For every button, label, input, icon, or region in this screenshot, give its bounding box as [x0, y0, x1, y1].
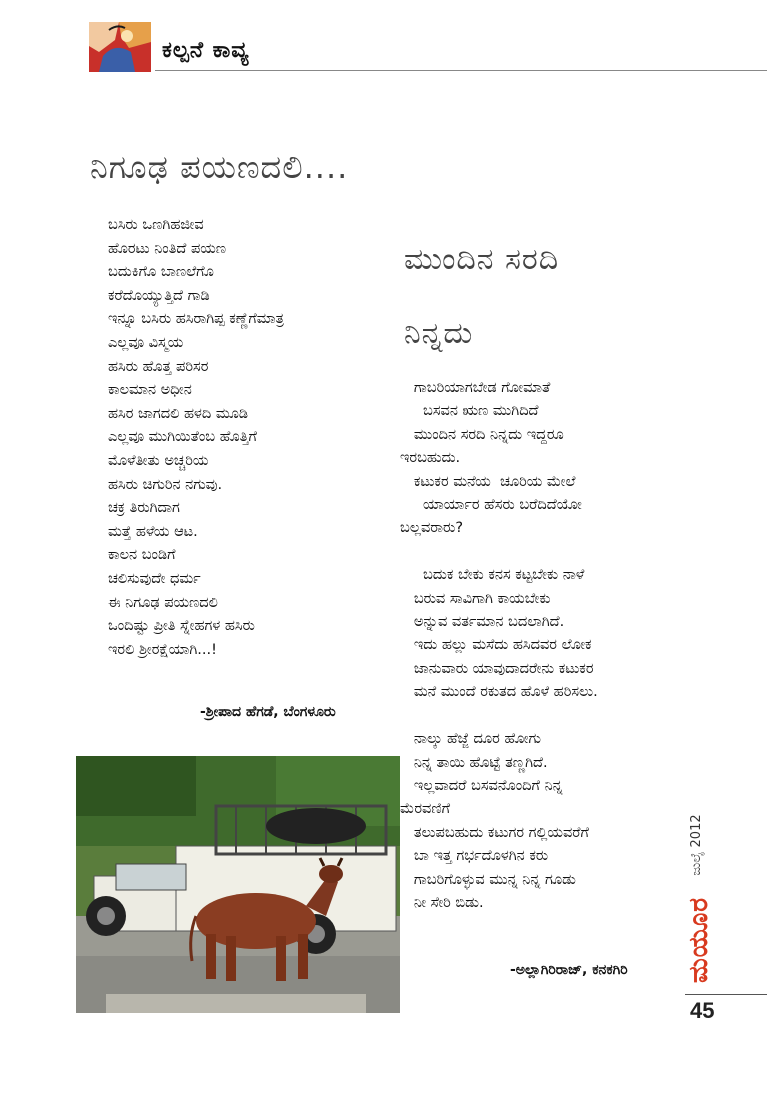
poem-line: ಹಸಿರು ಹೊತ್ತ ಪರಿಸರ — [108, 358, 209, 375]
poem-line: ಹೊರಟು ನಿಂತಿದೆ ಪಯಣ — [108, 240, 227, 257]
poem-line: ಮೆರವಣಿಗೆ — [400, 801, 451, 818]
poem-line: ಬಾ ಇತ್ತ ಗರ್ಭದೊಳಗಿನ ಕರು — [400, 848, 549, 865]
poem-line: ಹಸಿರ ಜಾಗದಲಿ ಹಳದಿ ಮೂಡಿ — [108, 405, 249, 422]
poem-line: ಒಂದಿಷ್ಟು ಪ್ರೀತಿ ಸ್ನೇಹಗಳ ಹಸಿರು — [108, 618, 255, 635]
poem-line: ಮನೆ ಮುಂದೆ ರಕುತದ ಹೊಳೆ ಹರಿಸಲು. — [400, 684, 598, 701]
footer-divider — [685, 994, 767, 995]
poem-line: ಎಲ್ಲವೂ ಮುಗಿಯಿತೆಂಬ ಹೊತ್ತಿಗೆ — [108, 429, 257, 446]
poem-line: ಇಲ್ಲವಾದರೆ ಬಸವನೊಂದಿಗೆ ನಿನ್ನ — [400, 777, 563, 794]
poem-line: ನಿನ್ನ ತಾಯಿ ಹೊಟ್ಟೆ ತಣ್ಣಗಿದೆ. — [400, 754, 548, 771]
poem-line: ಬಸಿರು ಒಣಗಿಹಜೀವ — [108, 217, 204, 233]
cow-and-jeep-photo — [76, 756, 400, 1013]
poem-line: ಬರುವ ಸಾವಿಗಾಗಿ ಕಾಯಬೇಕು — [400, 590, 551, 607]
poem-line: ಮೊಳೆತೀತು ಅಚ್ಚರಿಯ — [108, 452, 209, 469]
magazine-footer — [684, 815, 714, 990]
poem2-author: -ಅಲ್ಲಾಗಿರಿರಾಜ್, ಕನಕಗಿರಿ — [510, 962, 628, 978]
header-divider — [155, 70, 767, 71]
poem-line: ಕಾಲನ ಬಂಡಿಗೆ — [108, 547, 176, 564]
poem-line: ಕಟುಕರ ಮನೆಯ ಚೂರಿಯ ಮೇಲೆ — [400, 473, 576, 490]
poem-line: ಮುಂದಿನ ಸರದಿ ನಿನ್ನದು ಇದ್ದರೂ — [400, 426, 564, 443]
poem-line: ನೀ ಸೇರಿ ಬಿಡು. — [400, 894, 484, 911]
poem-line: ತಲುಪಬಹುದು ಕಟುಗರ ಗಲ್ಲಿಯವರೆಗೆ — [400, 824, 589, 841]
poem-line: ಮತ್ತೆ ಹಳೆಯ ಆಟ. — [108, 523, 198, 540]
poem-line: ಇದು ಹಲ್ಲು ಮಸೆದು ಹಸಿದವರ ಲೋಕ — [400, 637, 592, 654]
issue-date: ಜುಲೈ 2012 — [689, 814, 704, 876]
poem-line — [400, 541, 690, 564]
poem-line: ಇರಬಹುದು. — [400, 450, 461, 467]
poem-line: ಗಾಬರಿಯಾಗಬೇಡ ಗೋಮಾತೆ — [400, 380, 551, 396]
poem-line: ಚಲಿಸುವುದೇ ಧರ್ಮ — [108, 570, 201, 587]
poem-line: ಚಕ್ರ ತಿರುಗಿದಾಗ — [108, 500, 180, 517]
poem-line: ಅನ್ನುವ ವರ್ತಮಾನ ಬದಲಾಗಿದೆ. — [400, 614, 565, 631]
poem1-author: -ಶ್ರೀಪಾದ ಹೆಗಡೆ, ಬೆಂಗಳೂರು — [200, 704, 336, 720]
poem1-title: ನಿಗೂಢ ಪಯಣದಲಿ.... — [90, 148, 349, 186]
poem-line: ಎಲ್ಲವೂ ವಿಸ್ಮಯ — [108, 334, 184, 351]
poem-line: ನಾಲ್ಕು ಹೆಜ್ಜೆ ದೂರ ಹೋಗು — [400, 731, 541, 748]
magazine-name: ಮಯೂರ — [684, 897, 714, 983]
poem-line: ಈ ನಿಗೂಢ ಪಯಣದಲಿ — [108, 594, 218, 611]
poem2-body — [400, 377, 690, 915]
poem2-title-line2: ನಿನ್ನದು — [404, 316, 474, 351]
poem-line: ಹಸಿರು ಚಿಗುರಿನ ನಗುವು. — [108, 476, 223, 493]
section-logo-art — [89, 22, 151, 72]
poem-line: ಬದುಕ ಬೇಕು ಕನಸ ಕಟ್ಟಬೇಕು ನಾಳೆ — [400, 567, 585, 584]
section-title: ಕಲ್ಪನೆ ಕಾವ್ಯ — [162, 38, 250, 63]
poem-line: ಜಾನುವಾರು ಯಾವುದಾದರೇನು ಕಟುಕರ — [400, 660, 594, 677]
poem-line: ಕರೆದೊಯ್ಯುತ್ತಿದೆ ಗಾಡಿ — [108, 287, 210, 304]
poem-line: ಕಾಲಮಾನ ಅಧೀನ — [108, 382, 192, 399]
photo-illustration — [76, 756, 400, 1013]
poem-line: ಇರಲಿ ಶ್ರೀರಕ್ಷೆಯಾಗಿ...! — [108, 641, 217, 658]
poem-line: ಯಾರ್ಯಾರ ಹೆಸರು ಬರೆದಿದೆಯೋ — [400, 497, 582, 514]
poem-line: ಬಸವನ ಋಣ ಮುಗಿದಿದೆ — [400, 403, 539, 420]
poem-line: ಬಲ್ಲವರಾರು? — [400, 520, 464, 537]
poem1-body — [108, 214, 398, 662]
poem-line: ಬದುಕಿಗೊ ಬಾಣಲೆಗೊ — [108, 264, 214, 281]
poem-line: ಗಾಬರಿಗೊಳ್ಳುವ ಮುನ್ನ ನಿನ್ನ ಗೂಡು — [400, 871, 576, 888]
page-number: 45 — [690, 998, 715, 1023]
section-logo — [89, 22, 151, 72]
poem-line: ಇನ್ನೂ ಬಸಿರು ಹಸಿರಾಗಿಪ್ಪ ಕಣ್ಣೆಗೆಮಾತ್ರ — [108, 311, 284, 328]
poem-line — [400, 705, 690, 728]
poem2-title-line1: ಮುಂದಿನ ಸರದಿ — [404, 242, 560, 277]
